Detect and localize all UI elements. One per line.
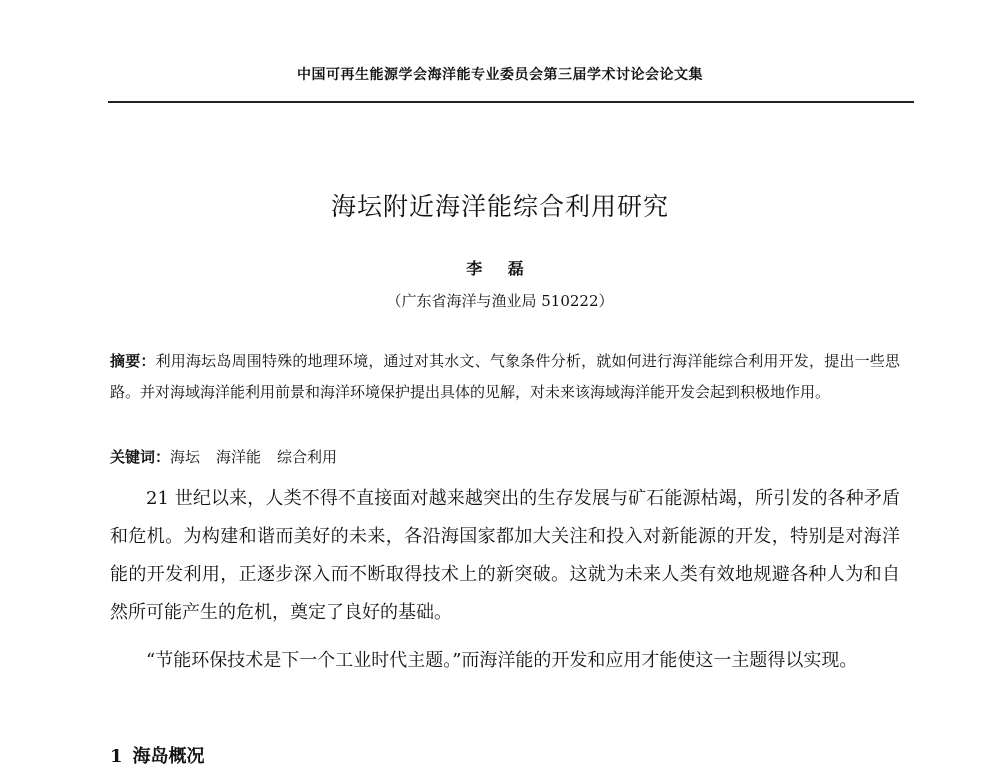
keyword-item: 海洋能 <box>216 448 262 466</box>
keywords-label: 关键词： <box>110 448 171 466</box>
abstract-label: 摘要： <box>110 352 156 370</box>
paper-title: 海坛附近海洋能综合利用研究 <box>330 192 669 221</box>
author-name: 李 磊 <box>466 259 534 278</box>
keywords <box>110 443 900 471</box>
header-divider <box>108 101 914 103</box>
keyword-item: 综合利用 <box>277 448 338 466</box>
abstract <box>110 346 900 408</box>
section-number: 1 <box>110 746 123 767</box>
body-paragraph: 21 世纪以来，人类不得不直接面对越来越突出的生存发展与矿石能源枯竭，所引发的各种矛盾和危机。为构建和谐而美好的未来，各沿海国家都加大关注和投入对新能源的开发，特别是对海洋能的开发利用，正逐步深入而不断取得技术上的新突破。这就为未来人类有效地规避各种人为和自然所可能产生的危机，奠定了良好的基础。 <box>110 488 900 623</box>
abstract-text: 利用海坛岛周围特殊的地理环境，通过对其水文、气象条件分析，就如何进行海洋能综合利用开发，提出一些思路。并对海域海洋能利用前景和海洋环境保护提出具体的见解，对未来该海域海洋能开发会起到积极地作用。 <box>110 352 900 401</box>
author-affiliation: （广东省海洋与渔业局 510222） <box>386 292 614 310</box>
body-paragraph: “节能环保技术是下一个工业时代主题。”而海洋能的开发和应用才能使这一主题得以实现。 <box>146 650 858 671</box>
section-heading <box>110 742 205 768</box>
running-header: 中国可再生能源学会海洋能专业委员会第三届学术讨论会论文集 <box>297 67 703 83</box>
keyword-item: 海坛 <box>170 448 201 466</box>
section-title: 海岛概况 <box>132 746 205 767</box>
